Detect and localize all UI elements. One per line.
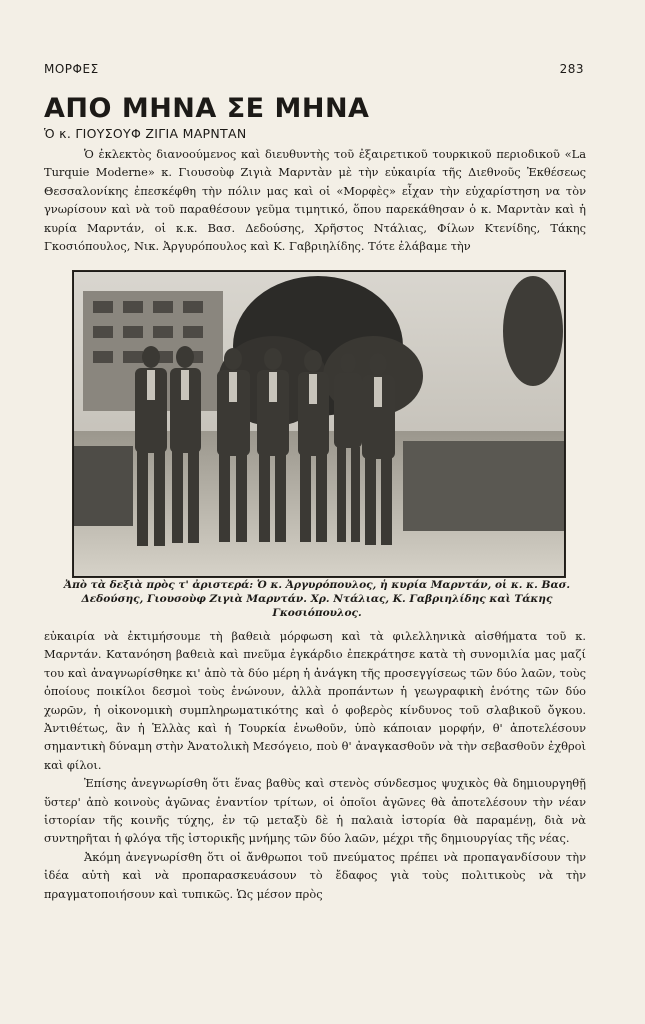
paragraph-third: Ἀκόμη ἀνεγνωρίσθη ὅτι οἱ ἄνθρωποι τοῦ πνεύματος πρέπει νὰ προπαγανδίσουν τὴν ἰδέα αὐτὴ καὶ νὰ προπαρασκευάσουν τὸ ἔδαφος γιὰ τοὺς πολιτικοὺς νὰ τὴν πραγματοποιήσουν καὶ τυπικῶς. Ὡς μέσον πρὸς bbox=[44, 849, 586, 901]
group-photo-image bbox=[73, 271, 565, 577]
article-body-bottom bbox=[44, 627, 586, 903]
paragraph-continuation: εὐκαιρία νὰ ἐκτιμήσουμε τὴ βαθειὰ μόρφωση καὶ τὰ φιλελληνικὰ αἰσθήματα τοῦ κ. Μαρντάν. Κατανόηση βαθειὰ καὶ πνεῦμα ἐγκάρδιο ἐπεκράτησε κατὰ τὴ συνομιλία μας μαζί του καὶ ἀναγνωρίσθηκε κι' ἀπὸ τὰ δύο μέρη ἡ ἀνάγκη τῆς προσεγγίσεως τῶν δύο λαῶν, τοὺς ὁποίους ποικίλοι δεσμοὶ τοὺς ἑνώνουν, ἀλλὰ προπάντων ἡ γεωγραφικὴ ἑνότης τῶν δύο χωρῶν, ἡ οἰκονομικὴ συμπληρωματικότης καὶ ὁ φοβερὸς κίνδυνος τοῦ σλαβικοῦ ὄγκου. Ἀντιθέτως, ἂν ἡ Ἑλλὰς καὶ ἡ Τουρκία ἑνωθοῦν, ὑπὸ κάποιαν μορφήν, θ' ἀποτελέσουν σημαντικὴ δύναμη στὴν Ἀνατολικὴ Μεσόγειο, ποὺ θ' ἀναγκασθοῦν νὰ τὴν σεβασθοῦν ἐχθροὶ καὶ φίλοι. bbox=[44, 629, 586, 772]
photo-caption: Ἀπὸ τὰ δεξιὰ πρὸς τ' ἀριστερά: Ὁ κ. Ἀργυρόπουλος, ἡ κυρία Μαρντάν, οἱ κ. κ. Βασ. Δεδούσης, Γιουσοὺφ Ζιγιὰ Μαρντάν. Χρ. Ντάλιας, Κ. Γαβριηλίδης καὶ Τάκης Γκοσιόπουλος. bbox=[63, 579, 571, 619]
journal-name: ΜΟΡΦΕΣ bbox=[44, 62, 99, 76]
running-header bbox=[44, 62, 584, 76]
article-body-top bbox=[44, 145, 586, 255]
article-subtitle: Ὁ κ. ΓΙΟΥΣΟΥΦ ΖΙΓΙΑ ΜΑΡΝΤΑΝ bbox=[44, 126, 247, 141]
paragraph-second: Ἐπίσης ἀνεγνωρίσθη ὅτι ἕνας βαθὺς καὶ στενὸς σύνδεσμος ψυχικὸς θὰ δημιουργηθῇ ὕστερ' ἀπὸ κοινοὺς ἀγῶνας ἐναντίον τρίτων, οἱ ὁποῖοι ἀγῶνες θὰ ἀποτελέσουν τὴν νέαν ἱστορίαν τῆς κοινῆς τύχης, ἐν τῷ μεταξὺ δὲ ἡ παλαιὰ ἱστορία θὰ παραμένῃ, διὰ νὰ συντηρῆται ἡ φλόγα τῆς ἱστορικῆς μνήμης τῶν δύο λαῶν, μέχρι τῆς δημιουργίας τῆς νέας. bbox=[44, 776, 586, 846]
group-photograph bbox=[72, 270, 566, 578]
page-number: 283 bbox=[559, 62, 584, 76]
paragraph-intro: Ὁ ἐκλεκτὸς διανοούμενος καὶ διευθυντὴς τοῦ ἐξαιρετικοῦ τουρκικοῦ περιοδικοῦ «La Turquie Moderne» κ. Γιουσοὺφ Ζιγιὰ Μαρντὰν μὲ τὴν εὐκαιρία τῆς Διεθνοῦς Ἐκθέσεως Θεσσαλονίκης ἐπεσκέφθη τὴν πόλιν μας καὶ οἱ «Μορφὲς» εἶχαν τὴν εὐχαρίστηση να τὸν γνωρίσουν καὶ νὰ τοῦ παραθέσουν γεῦμα τιμητικό, ὅπου παρεκάθησαν ὁ κ. Μαρντὰν καὶ ἡ κυρία Μαρντάν, οἱ κ.κ. Βασ. Δεδούσης, Χρῆστος Ντάλιας, Φίλων Κτενίδης, Τάκης Γκοσιόπουλος, Νικ. Ἀργυρόπουλος καὶ Κ. Γαβριηλίδης. Τότε ἐλάβαμε τὴν bbox=[44, 147, 586, 254]
article-title: ΑΠΟ ΜΗΝΑ ΣΕ ΜΗΝΑ bbox=[44, 93, 370, 124]
